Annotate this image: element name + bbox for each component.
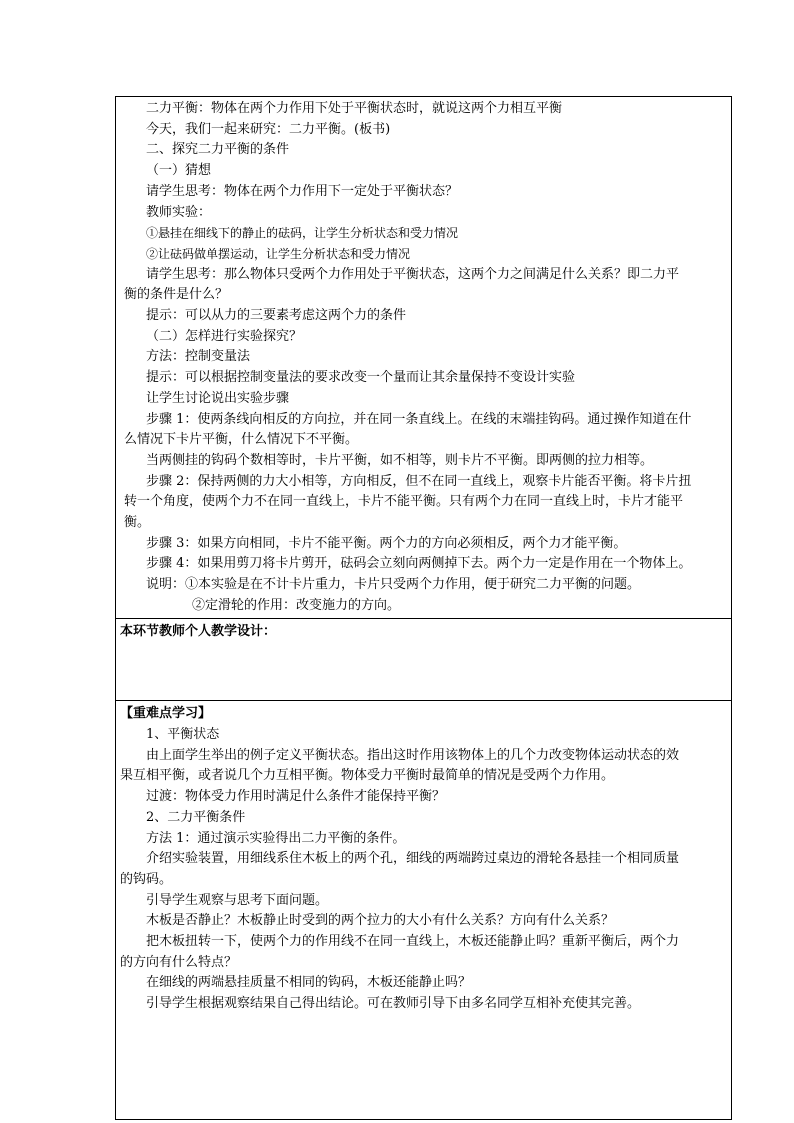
section-teacher-design (116, 619, 731, 701)
text-line: 方法：控制变量法 (146, 349, 251, 365)
text-line: 把木板扭转一下，使两个力的作用线不在同一直线上，木板还能静止吗？重新平衡后，两个力 (146, 934, 680, 950)
text-line: 说明：①本实验是在不计卡片重力，卡片只受两个力作用，便于研究二力平衡的问题。 (146, 577, 641, 593)
text-line: 提示：可以根据控制变量法的要求改变一个量而让其余量保持不变设计实验 (146, 370, 576, 386)
text-line: （二）怎样进行实验探究？ (146, 328, 303, 344)
text-line: ①悬挂在细线下的静止的砝码，让学生分析状态和受力情况 (146, 226, 459, 241)
text-line: 步骤 3：如果方向相同，卡片不能平衡。两个力的方向必须相反，两个力才能平衡。 (146, 535, 627, 551)
text-line: 步骤 4：如果用剪刀将卡片剪开，砝码会立刻向两侧掉下去。两个力一定是作用在一个物体上。 (146, 556, 692, 572)
text-line: ②定滑轮的作用：改变施力的方向。 (192, 597, 401, 613)
text-line: 介绍实验装置，用细线系住木板上的两个孔，细线的两端跨过桌边的滑轮各悬挂一个相同质量 (146, 851, 680, 867)
section-key-points (116, 701, 731, 1119)
text-line: 的方向有什么特点？ (120, 954, 238, 970)
text-line: 引导学生观察与思考下面问题。 (146, 892, 329, 908)
text-line: 2、二力平衡条件 (146, 809, 246, 825)
text-line: 让学生讨论说出实验步骤 (146, 390, 290, 406)
text-line: 提示：可以从力的三要素考虑这两个力的条件 (146, 308, 407, 324)
text-line: 1、平衡状态 (146, 727, 220, 742)
text-line: 二、探究二力平衡的条件 (146, 142, 290, 158)
lesson-table (115, 96, 732, 1120)
text-line: 衡的条件是什么？ (124, 287, 229, 303)
text-line: 请学生思考：物体在两个力作用下一定处于平衡状态？ (146, 183, 459, 199)
text-line: 请学生思考：那么物体只受两个力作用处于平衡状态，这两个力之间满足什么关系？即二力平 (146, 266, 680, 282)
section-heading: 本环节教师个人教学设计： (120, 624, 277, 639)
section-inquiry (116, 97, 731, 619)
text-line: 转一个角度，使两个力不在同一直线上，卡片不能平衡。只有两个力在同一直线上时，卡片才能平 (124, 494, 684, 510)
text-line: 方法 1：通过演示实验得出二力平衡的条件。 (146, 830, 406, 846)
text-line: 步骤 2：保持两侧的力大小相等，方向相反，但不在同一直线上，观察卡片能否平衡。将卡片扭 (146, 473, 692, 489)
text-line: 引导学生根据观察结果自己得出结论。可在教师引导下由多名同学互相补充使其完善。 (146, 996, 641, 1012)
text-line: 二力平衡：物体在两个力作用下处于平衡状态时，就说这两个力相互平衡 (146, 101, 563, 116)
text-line: 衡。 (124, 515, 151, 531)
text-line: 果互相平衡，或者说几个力互相平衡。物体受力平衡时最简单的情况是受两个力作用。 (120, 768, 615, 784)
text-line: ②让砝码做单摆运动，让学生分析状态和受力情况 (146, 246, 411, 261)
text-line: 当两侧挂的钩码个数相等时，卡片平衡，如不相等，则卡片不平衡。即两侧的拉力相等。 (146, 452, 654, 468)
text-line: （一）猜想 (146, 163, 212, 179)
text-line: 木板是否静止？木板静止时受到的两个拉力的大小有什么关系？方向有什么关系？ (146, 913, 615, 929)
text-line: 今天，我们一起来研究：二力平衡。(板书) (146, 121, 391, 137)
section-heading: 【重难点学习】 (120, 706, 212, 721)
text-line: 过渡：物体受力作用时满足什么条件才能保持平衡？ (146, 789, 446, 805)
text-line: 步骤 1：使两条线向相反的方向拉，并在同一条直线上。在线的末端挂钩码。通过操作知道在什 (146, 411, 692, 427)
text-line: 么情况下卡片平衡，什么情况下不平衡。 (124, 432, 359, 448)
text-line: 在细线的两端悬挂质量不相同的钩码，木板还能静止吗？ (146, 975, 472, 991)
text-line: 教师实验： (146, 204, 212, 220)
text-line: 由上面学生举出的例子定义平衡状态。指出这时作用该物体上的几个力改变物体运动状态的效 (146, 747, 680, 763)
text-line: 的钩码。 (120, 871, 173, 887)
